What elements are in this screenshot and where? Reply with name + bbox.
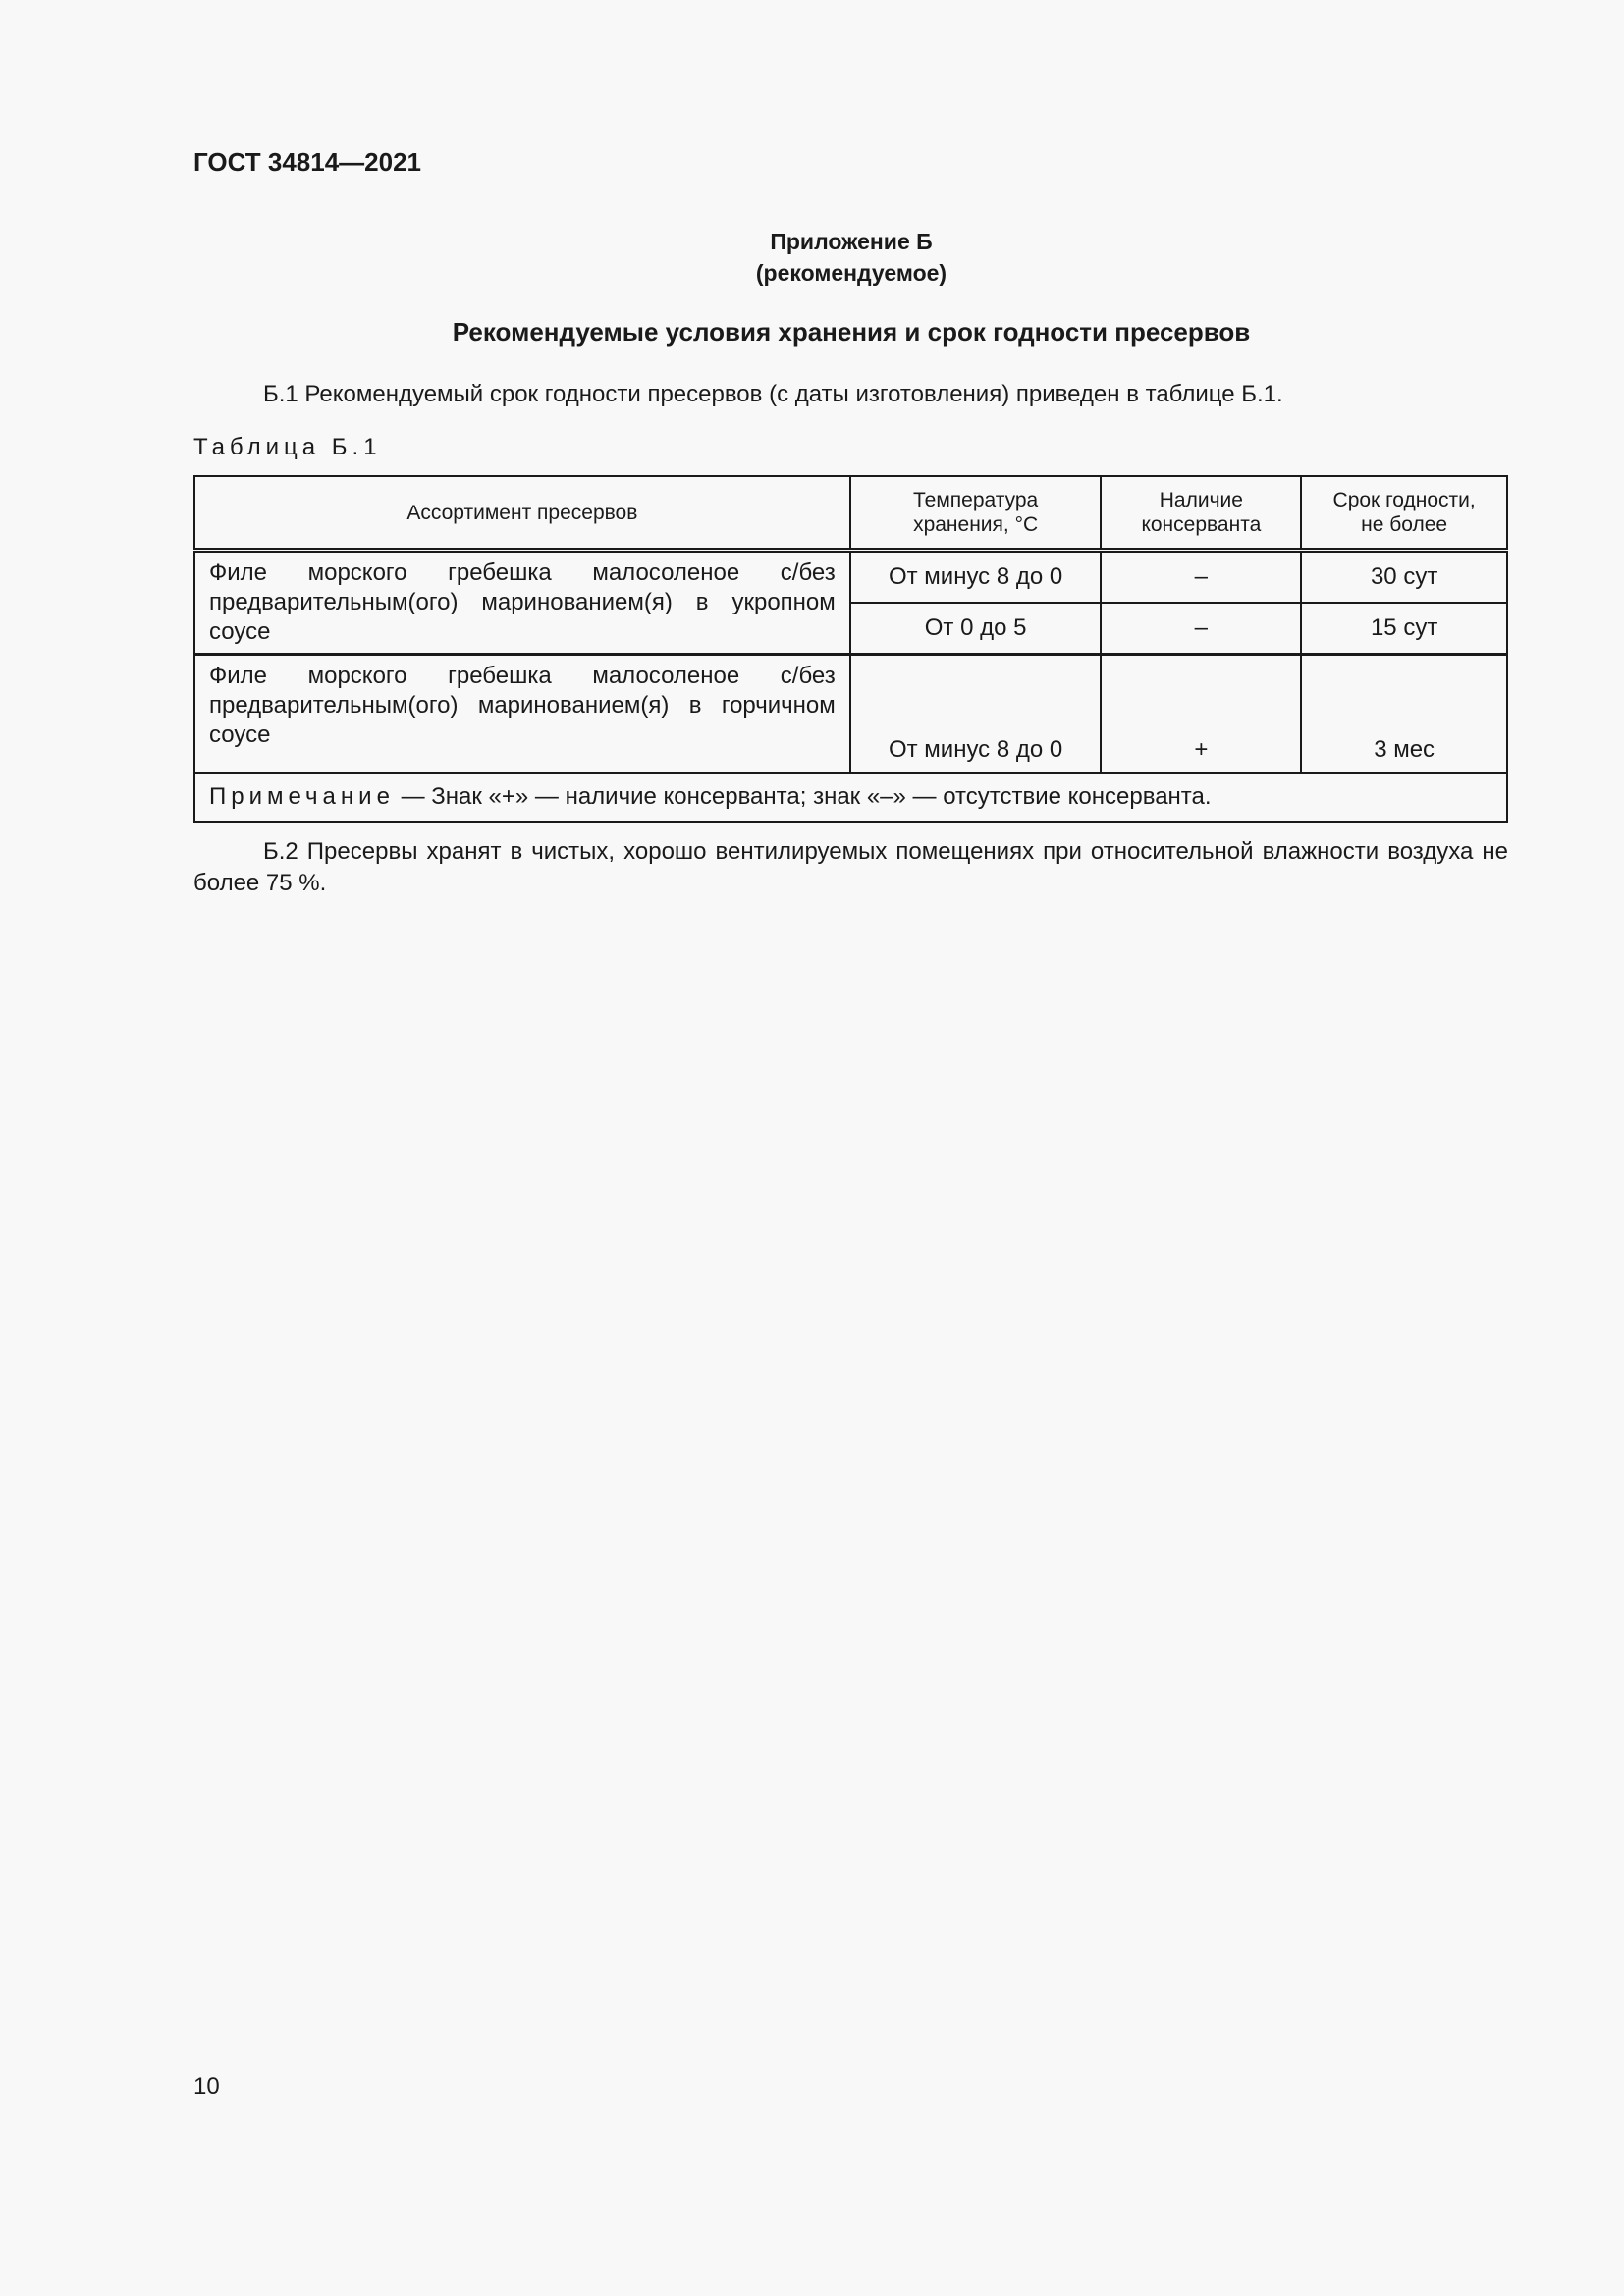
- header-temperature-line1: Температура: [913, 489, 1039, 511]
- section-title: Рекомендуемые условия хранения и срок годности пресервов: [452, 317, 1251, 347]
- temperature-cell: От минус 8 до 0: [850, 655, 1102, 774]
- table-note-row: [194, 773, 1507, 822]
- shelf-life-cell: 30 сут: [1301, 551, 1507, 604]
- preservative-cell: –: [1101, 551, 1301, 604]
- appendix-title: Приложение Б: [770, 229, 933, 254]
- header-shelf-life: [1301, 476, 1507, 551]
- note-label: Примечание: [209, 783, 395, 810]
- product-name-cell: Филе морского гребешка малосоленое с/без предварительным(ого) маринованием(я) в укропном соусе: [194, 551, 850, 655]
- header-temperature-line2: хранения, °С: [913, 513, 1039, 536]
- document-header-id: ГОСТ 34814—2021: [193, 147, 421, 177]
- temperature-cell: От минус 8 до 0: [850, 551, 1102, 604]
- product-name-cell: Филе морского гребешка малосоленое с/без предварительным(ого) маринованием(я) в горчичном соусе: [194, 655, 850, 774]
- appendix-heading: [0, 226, 1624, 289]
- header-preservative-line1: Наличие: [1159, 489, 1243, 511]
- header-preservative: [1101, 476, 1301, 551]
- note-text: — Знак «+» — наличие консерванта; знак «–» — отсутствие консерванта.: [394, 783, 1212, 810]
- preservative-cell: –: [1101, 603, 1301, 655]
- shelf-life-cell: 3 мес: [1301, 655, 1507, 774]
- header-shelf-life-line1: Срок годности,: [1332, 489, 1476, 511]
- header-preservative-line2: консерванта: [1141, 513, 1262, 536]
- header-shelf-life-line2: не более: [1361, 513, 1448, 536]
- header-temperature: [850, 476, 1102, 551]
- table-caption: Таблица Б.1: [193, 434, 382, 460]
- table-row: [194, 655, 1507, 774]
- table-row: [194, 551, 1507, 604]
- paragraph-b2: Б.2 Пресервы хранят в чистых, хорошо вентилируемых помещениях при относительной влажности воздуха не более 75 %.: [193, 838, 1508, 896]
- temperature-cell: От 0 до 5: [850, 603, 1102, 655]
- shelf-life-cell: 15 сут: [1301, 603, 1507, 655]
- table-header-row: [194, 476, 1507, 551]
- shelf-life-table: [193, 475, 1508, 823]
- preservative-cell: +: [1101, 655, 1301, 774]
- page-number: 10: [193, 2073, 220, 2100]
- paragraph-b1: Б.1 Рекомендуемый срок годности пресервов (с даты изготовления) приведен в таблице Б.1.: [263, 381, 1283, 407]
- header-assortment: Ассортимент пресервов: [194, 476, 850, 551]
- appendix-status: (рекомендуемое): [755, 260, 947, 286]
- table-note: [194, 773, 1507, 822]
